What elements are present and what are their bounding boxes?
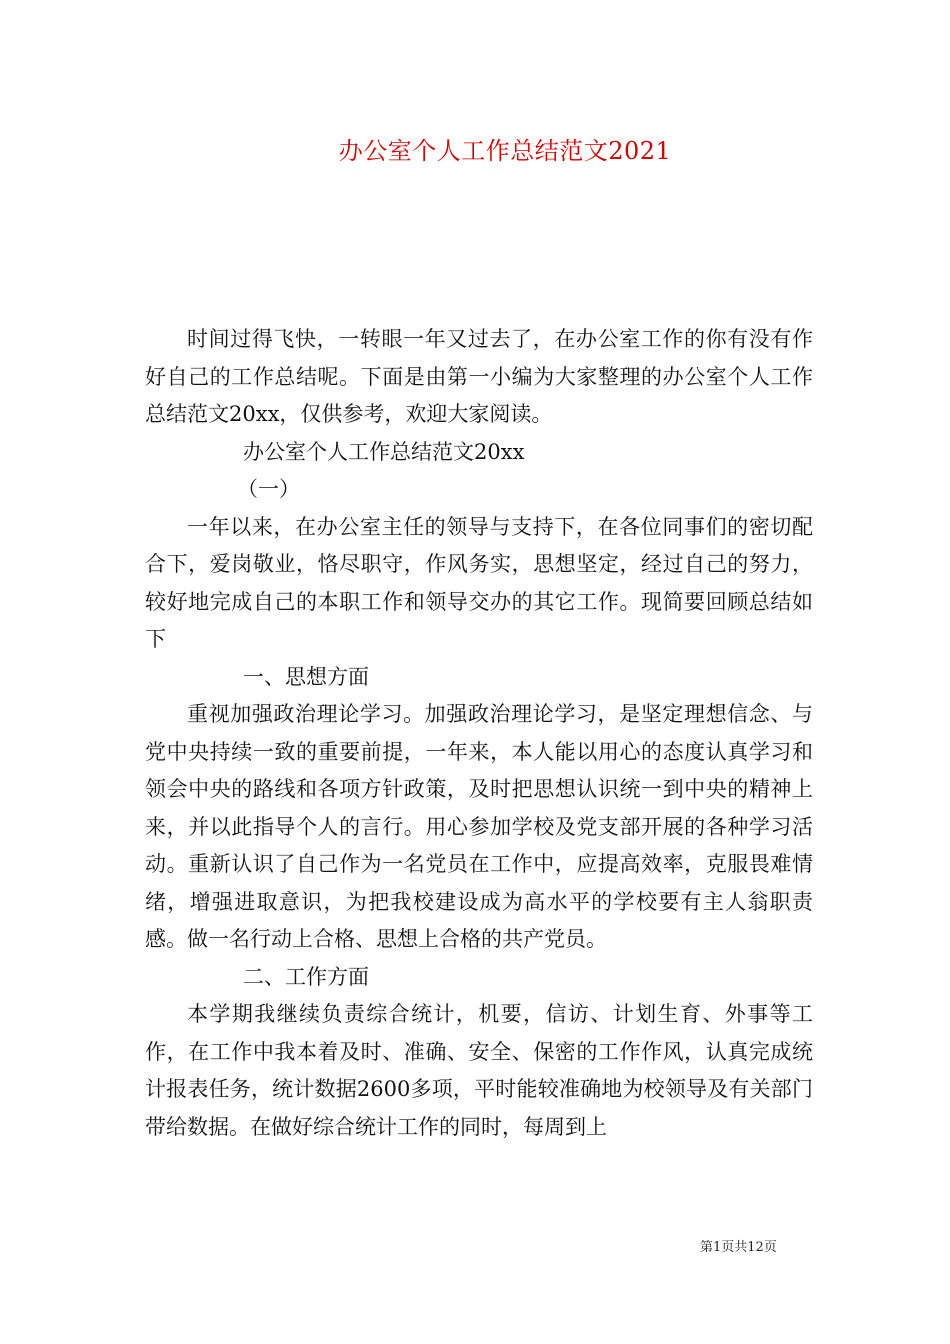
intro-paragraph: 时间过得飞快，一转眼一年又过去了，在办公室工作的你有没有作好自己的工作总结呢。下面是由第一小编为大家整理的办公室个人工作总结范文20xx，仅供参考，欢迎大家阅读。 — [145, 327, 813, 426]
document-body — [145, 321, 813, 1146]
paragraph-1: 一年以来，在办公室主任的领导与支持下，在各位同事们的密切配合下，爱岗敬业，恪尽职守，作风务实，思想坚定，经过自己的努力，较好地完成自己的本职工作和领导交办的其它工作。现简要回顾总结如下 — [145, 514, 813, 651]
section-heading-work: 二、工作方面 — [243, 964, 369, 989]
part-label: （一） — [237, 477, 300, 501]
page-number-footer: 第1页共12页 — [700, 1240, 777, 1255]
paragraph-2: 重视加强政治理论学习。加强政治理论学习，是坚定理想信念、与党中央持续一致的重要前提，一年来，本人能以用心的态度认真学习和领会中央的路线和各项方针政策，及时把思想认识统一到中央的精神上来，并以此指导个人的言行。用心参加学校及党支部开展的各种学习活动。重新认识了自己作为一名党员在工作中，应提高效率，克服畏难情绪，增强进取意识，为把我校建设成为高水平的学校要有主人翁职责感。做一名行动上合格、思想上合格的共产党员。 — [145, 702, 813, 951]
document-title: 办公室个人工作总结范文2021 — [338, 137, 672, 165]
paragraph-3: 本学期我继续负责综合统计，机要，信访、计划生育、外事等工作，在工作中我本着及时、准确、安全、保密的工作作风，认真完成统计报表任务，统计数据2600多项，平时能较准确地为校领导及有关部门带给数据。在做好综合统计工作的同时，每周到上 — [145, 1002, 813, 1139]
section-heading-thought: 一、思想方面 — [243, 664, 369, 689]
subtitle-line: 办公室个人工作总结范文20xx — [243, 439, 525, 464]
